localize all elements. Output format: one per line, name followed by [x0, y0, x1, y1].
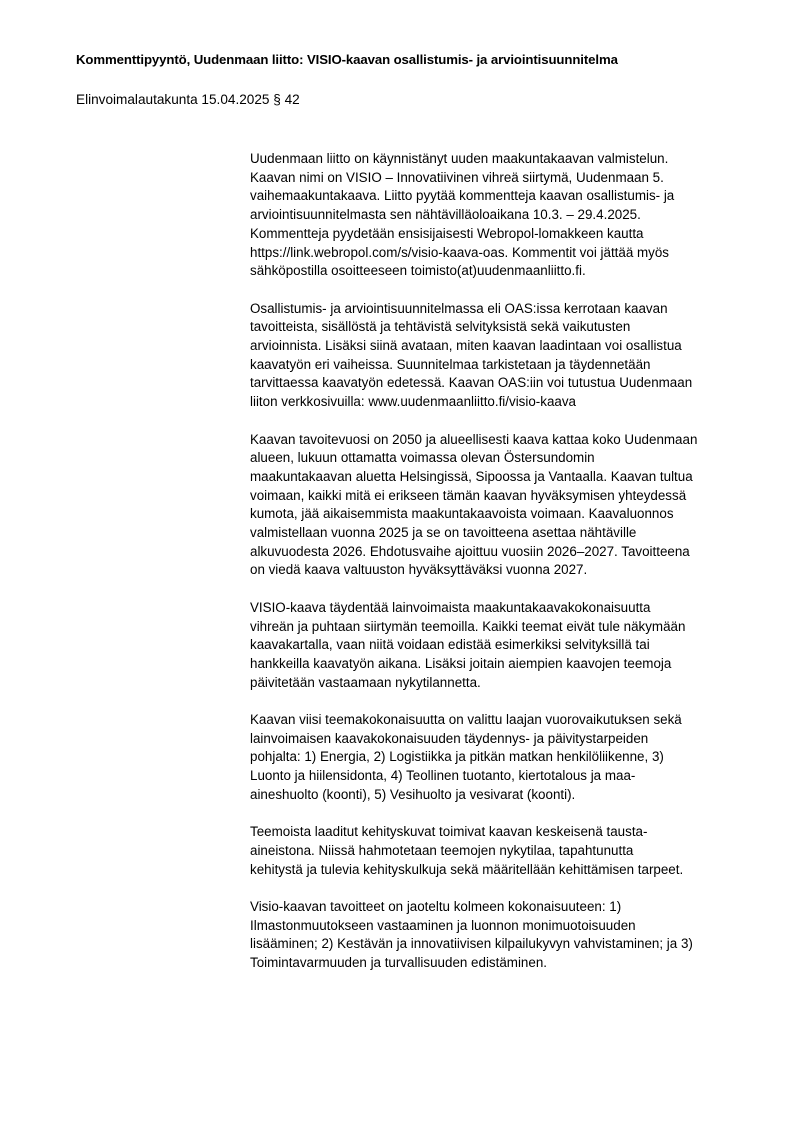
paragraph-line: lisääminen; 2) Kestävän ja innovatiivisen kilpailukyvyn vahvistaminen; ja 3)	[250, 936, 693, 952]
paragraph-line: alkuvuodesta 2026. Ehdotusvaihe ajoittuu vuosiin 2026–2027. Tavoitteena	[250, 543, 690, 559]
paragraph-line: sähköpostilla osoitteeseen toimisto(at)uudenmaanliitto.fi.	[250, 263, 586, 279]
paragraph-line: Uudenmaan liitto on käynnistänyt uuden maakuntakaavan valmistelun.	[250, 151, 669, 166]
paragraph-line: Kaavan viisi teemakokonaisuutta on valittu laajan vuorovaikutuksen sekä	[250, 712, 682, 728]
meeting-reference: Elinvoimalautakunta 15.04.2025 § 42	[76, 92, 300, 107]
paragraph-line: Kaavan tavoitevuosi on 2050 ja alueellisesti kaava kattaa koko Uudenmaan	[250, 431, 698, 447]
paragraph-line: valmistellaan vuonna 2025 ja se on tavoitteena asettaa nähtäville	[250, 525, 637, 541]
body-paragraph	[250, 150, 750, 281]
paragraph-line: Visio-kaavan tavoitteet on jaoteltu kolmeen kokonaisuuteen: 1)	[250, 899, 622, 915]
paragraph-line: https://link.webropol.com/s/visio-kaava-oas. Kommentit voi jättää myös	[250, 244, 669, 260]
paragraph-line: kaavakartalla, vaan niitä voidaan edistää esimerkiksi selvityksillä tai	[250, 637, 650, 653]
body-paragraph	[250, 823, 750, 879]
paragraph-line: Kommentteja pyydetään ensisijaisesti Webropol-lomakkeen kautta	[250, 225, 644, 241]
paragraph-line: Osallistumis- ja arviointisuunnitelmassa eli OAS:issa kerrotaan kaavan	[250, 300, 668, 316]
paragraph-line: Ilmastonmuutokseen vastaaminen ja luonnon monimuotoisuuden	[250, 917, 636, 933]
paragraph-line: kumota, jää aikaisemmista maakuntakaavoista voimaan. Kaavaluonnos	[250, 506, 674, 522]
paragraph-line: Kaavan nimi on VISIO – Innovatiivinen vihreä siirtymä, Uudenmaan 5.	[250, 169, 664, 185]
paragraph-line: hankkeilla kaavatyön aikana. Lisäksi joitain aiempien kaavojen teemoja	[250, 655, 672, 671]
paragraph-line: vihreän ja puhtaan siirtymän teemoilla. Kaikki teemat eivät tule näkymään	[250, 618, 686, 634]
paragraph-line: aineistona. Niissä hahmotetaan teemojen nykytilaa, tapahtunutta	[250, 842, 634, 858]
paragraph-line: voimaan, kaikki mitä ei erikseen tämän kaavan hyväksymisen yhteydessä	[250, 487, 687, 503]
paragraph-line: vaihemaakuntakaava. Liitto pyytää kommentteja kaavan osallistumis- ja	[250, 188, 675, 204]
paragraph-line: maakuntakaavan aluetta Helsingissä, Sipoossa ja Vantaalla. Kaavan tultua	[250, 468, 693, 484]
paragraph-line: arviointisuunnitelmasta sen nähtävilläoloaikana 10.3. – 29.4.2025.	[250, 207, 641, 223]
body-paragraph	[250, 599, 750, 693]
paragraph-line: Luonto ja hiilensidonta, 4) Teollinen tuotanto, kiertotalous ja maa-	[250, 768, 636, 784]
document-title: Kommenttipyyntö, Uudenmaan liitto: VISIO-kaavan osallistumis- ja arviointisuunnitelma	[76, 52, 618, 67]
body-paragraph	[250, 300, 750, 412]
paragraph-line: tavoitteista, sisällöstä ja tehtävistä selvityksistä sekä vaikutusten	[250, 319, 631, 335]
paragraph-line: aineshuolto (koonti), 5) Vesihuolto ja vesivarat (koonti).	[250, 786, 576, 802]
paragraph-line: on viedä kaava valtuuston hyväksyttäväksi vuonna 2027.	[250, 562, 588, 578]
paragraph-line: VISIO-kaava täydentää lainvoimaista maakuntakaavakokonaisuutta	[250, 599, 651, 615]
paragraph-line: tarvittaessa kaavatyön edetessä. Kaavan OAS:iin voi tutustua Uudenmaan	[250, 375, 693, 391]
paragraph-line: Teemoista laaditut kehityskuvat toimivat kaavan keskeisenä tausta-	[250, 824, 648, 840]
paragraph-line: arvioinnista. Lisäksi siinä avataan, miten kaavan laadintaan voi osallistua	[250, 338, 682, 354]
body-paragraph	[250, 711, 750, 805]
body-paragraph	[250, 898, 750, 973]
paragraph-line: alueen, lukuun ottamatta voimassa olevan Östersundomin	[250, 450, 595, 466]
paragraph-line: kehitystä ja tulevia kehityskulkuja sekä määritellään kehittämisen tarpeet.	[250, 861, 684, 877]
paragraph-line: lainvoimaisen kaavakokonaisuuden täydennys- ja päivitystarpeiden	[250, 730, 649, 746]
paragraph-line: liiton verkkosivuilla: www.uudenmaanliitto.fi/visio-kaava	[250, 394, 576, 410]
paragraph-line: Toimintavarmuuden ja turvallisuuden edistäminen.	[250, 955, 547, 971]
paragraph-line: päivitetään vastaamaan nykytilannetta.	[250, 674, 481, 690]
paragraph-line: pohjalta: 1) Energia, 2) Logistiikka ja pitkän matkan henkilöliikenne, 3)	[250, 749, 664, 765]
body-paragraph	[250, 431, 750, 581]
paragraph-line: kaavatyön eri vaiheissa. Suunnitelmaa tarkistetaan ja täydennetään	[250, 356, 651, 372]
document-body	[250, 150, 750, 992]
